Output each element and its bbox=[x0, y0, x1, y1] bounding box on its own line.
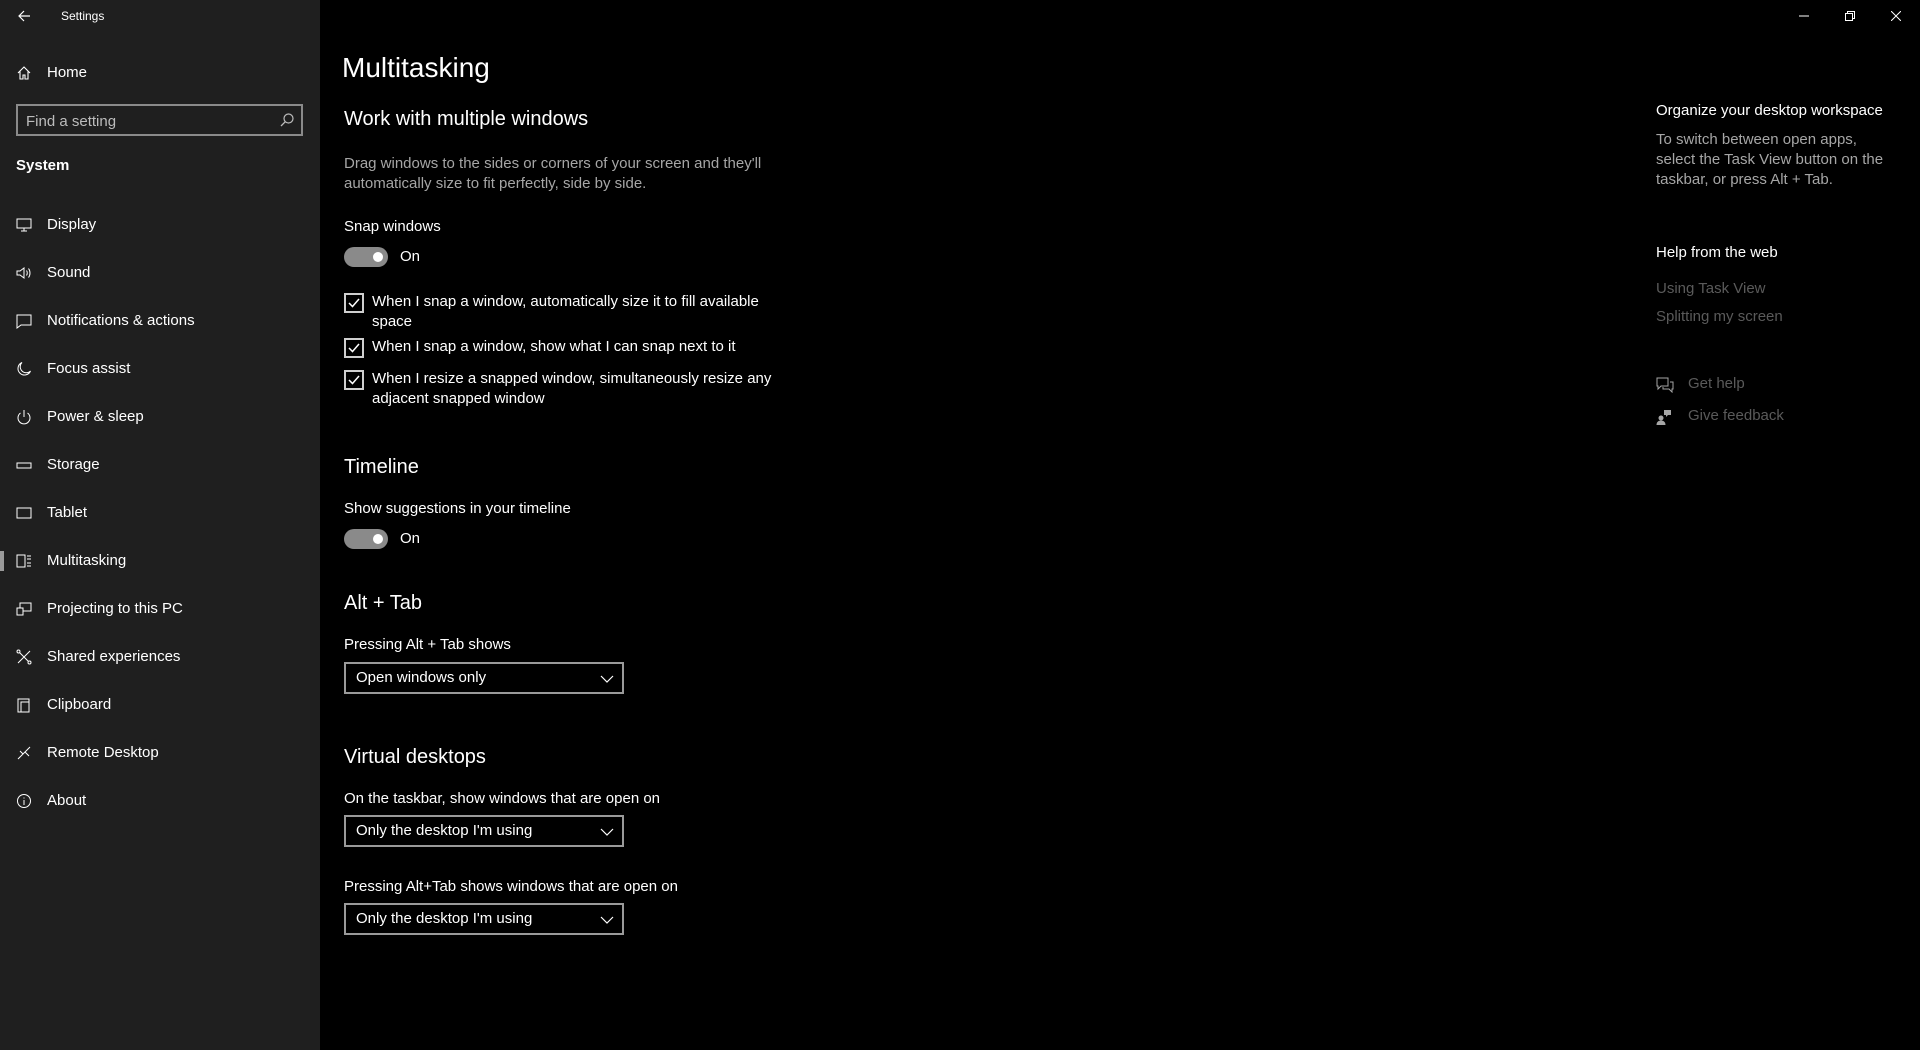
home-label: Home bbox=[47, 64, 88, 81]
sidebar-item-sound[interactable] bbox=[0, 253, 320, 293]
clipboard-icon bbox=[16, 697, 32, 713]
sidebar-item-label: Remote Desktop bbox=[47, 744, 159, 761]
display-icon bbox=[16, 217, 32, 233]
sidebar-item-display[interactable] bbox=[0, 205, 320, 245]
page-title: Multitasking bbox=[342, 52, 490, 83]
chat-help-icon bbox=[1656, 377, 1674, 393]
section-title: System bbox=[16, 157, 70, 174]
checkbox-row-resize-adjacent[interactable] bbox=[344, 369, 784, 409]
navigation-pane bbox=[0, 0, 320, 1050]
feedback-icon bbox=[1656, 409, 1672, 425]
dropdown-value: Only the desktop I'm using bbox=[356, 910, 533, 927]
help-title: Help from the web bbox=[1656, 244, 1778, 261]
link-splitting-screen[interactable]: Splitting my screen bbox=[1656, 308, 1783, 325]
chevron-down-icon bbox=[600, 672, 614, 686]
sidebar-item-clipboard[interactable] bbox=[0, 685, 320, 725]
snap-windows-toggle[interactable] bbox=[344, 247, 388, 267]
link-using-task-view[interactable]: Using Task View bbox=[1656, 280, 1766, 297]
info-icon bbox=[16, 793, 32, 809]
moon-icon bbox=[16, 361, 32, 377]
chevron-down-icon bbox=[600, 825, 614, 839]
minimize-icon bbox=[1799, 11, 1809, 21]
sidebar-item-label: Sound bbox=[47, 264, 91, 281]
selection-indicator bbox=[0, 695, 4, 715]
selection-indicator bbox=[0, 263, 4, 283]
restore-button[interactable] bbox=[1827, 0, 1873, 32]
sidebar-item-label: Focus assist bbox=[47, 360, 131, 377]
search-icon[interactable] bbox=[279, 112, 295, 128]
sidebar-item-notifications[interactable] bbox=[0, 301, 320, 341]
sidebar-item-storage[interactable] bbox=[0, 445, 320, 485]
remote-desktop-icon bbox=[16, 745, 32, 761]
notifications-icon bbox=[16, 313, 32, 329]
selection-indicator bbox=[0, 503, 4, 523]
close-button[interactable] bbox=[1873, 0, 1919, 32]
sound-icon bbox=[16, 265, 32, 281]
timeline-suggestions-label: Show suggestions in your timeline bbox=[344, 500, 571, 517]
section-heading-timeline: Timeline bbox=[344, 456, 419, 478]
checkbox-label: When I snap a window, show what I can snap next to it bbox=[372, 338, 736, 355]
search-box[interactable] bbox=[16, 104, 303, 136]
sidebar-item-label: Power & sleep bbox=[47, 408, 144, 425]
alt-tab-label: Pressing Alt + Tab shows bbox=[344, 636, 511, 653]
selection-indicator bbox=[0, 647, 4, 667]
search-input[interactable] bbox=[26, 111, 266, 131]
snap-windows-label: Snap windows bbox=[344, 218, 441, 235]
shared-icon bbox=[16, 649, 32, 665]
home-link[interactable] bbox=[0, 58, 320, 86]
sidebar-item-label: Projecting to this PC bbox=[47, 600, 183, 617]
sidebar-item-shared-experiences[interactable] bbox=[0, 637, 320, 677]
section-heading-virtual-desktops: Virtual desktops bbox=[344, 746, 486, 768]
alt-tab-windows-dropdown[interactable] bbox=[344, 903, 624, 935]
snap-windows-state: On bbox=[400, 248, 421, 265]
toggle-knob bbox=[373, 534, 383, 544]
sidebar-item-focus-assist[interactable] bbox=[0, 349, 320, 389]
sidebar-item-power-sleep[interactable] bbox=[0, 397, 320, 437]
multiple-windows-description: Drag windows to the sides or corners of your screen and they'll automatically size to fit perfectly, side by side. bbox=[344, 155, 762, 192]
storage-icon bbox=[16, 457, 32, 473]
checkmark-icon bbox=[347, 296, 361, 310]
sidebar-item-label: Clipboard bbox=[47, 696, 112, 713]
close-icon bbox=[1891, 11, 1901, 21]
section-heading-alt-tab: Alt + Tab bbox=[344, 592, 423, 614]
sidebar-item-label: Storage bbox=[47, 456, 100, 473]
power-icon bbox=[16, 409, 32, 425]
sidebar-item-label: Tablet bbox=[47, 504, 88, 521]
organize-title: Organize your desktop workspace bbox=[1656, 102, 1883, 119]
minimize-button[interactable] bbox=[1781, 0, 1827, 32]
alt-tab-dropdown[interactable] bbox=[344, 662, 624, 694]
restore-icon bbox=[1845, 11, 1855, 21]
checkbox-snap-assist[interactable] bbox=[344, 338, 364, 358]
selection-indicator bbox=[0, 311, 4, 331]
timeline-suggestions-toggle[interactable] bbox=[344, 529, 388, 549]
selection-indicator bbox=[0, 599, 4, 619]
checkmark-icon bbox=[347, 341, 361, 355]
sidebar-item-tablet[interactable] bbox=[0, 493, 320, 533]
selection-indicator bbox=[0, 743, 4, 763]
dropdown-value: Only the desktop I'm using bbox=[356, 822, 533, 839]
get-help-label: Get help bbox=[1688, 375, 1745, 392]
sidebar-item-multitasking[interactable] bbox=[0, 541, 320, 581]
sidebar-item-label: Multitasking bbox=[47, 552, 127, 569]
dropdown-value: Open windows only bbox=[356, 669, 487, 686]
checkbox-label: When I snap a window, automatically size it to fill available space bbox=[372, 293, 759, 330]
selection-indicator bbox=[0, 359, 4, 379]
checkbox-row-snap-assist[interactable] bbox=[344, 337, 784, 357]
checkbox-auto-size[interactable] bbox=[344, 293, 364, 313]
checkbox-row-auto-size[interactable] bbox=[344, 292, 784, 332]
sidebar-item-projecting[interactable] bbox=[0, 589, 320, 629]
checkbox-label: When I resize a snapped window, simultaneously resize any adjacent snapped window bbox=[372, 370, 772, 407]
sidebar-item-remote-desktop[interactable] bbox=[0, 733, 320, 773]
give-feedback-label: Give feedback bbox=[1688, 407, 1784, 424]
selection-indicator bbox=[0, 791, 4, 811]
sidebar-item-label: About bbox=[47, 792, 87, 809]
multitasking-icon bbox=[16, 553, 32, 569]
sidebar-item-label: Display bbox=[47, 216, 97, 233]
sidebar-item-label: Notifications & actions bbox=[47, 312, 195, 329]
organize-text: To switch between open apps, select the Task View button on the taskbar, or press Alt + Tab. bbox=[1656, 131, 1884, 188]
selection-indicator bbox=[0, 455, 4, 475]
sidebar-item-label: Shared experiences bbox=[47, 648, 181, 665]
home-icon bbox=[16, 65, 32, 81]
taskbar-windows-label: On the taskbar, show windows that are open on bbox=[344, 790, 661, 807]
checkbox-resize-adjacent[interactable] bbox=[344, 370, 364, 390]
back-button[interactable] bbox=[12, 4, 36, 28]
timeline-suggestions-state: On bbox=[400, 530, 421, 547]
app-title: Settings bbox=[61, 9, 105, 23]
alt-tab-windows-label: Pressing Alt+Tab shows windows that are open on bbox=[344, 878, 678, 895]
taskbar-windows-dropdown[interactable] bbox=[344, 815, 624, 847]
tablet-icon bbox=[16, 505, 32, 521]
projecting-icon bbox=[16, 601, 32, 617]
chevron-down-icon bbox=[600, 913, 614, 927]
selection-indicator bbox=[0, 551, 4, 571]
toggle-knob bbox=[373, 252, 383, 262]
sidebar-item-about[interactable] bbox=[0, 781, 320, 821]
selection-indicator bbox=[0, 215, 4, 235]
checkmark-icon bbox=[347, 373, 361, 387]
section-heading-multiple-windows: Work with multiple windows bbox=[344, 108, 589, 130]
back-arrow-icon bbox=[17, 9, 31, 23]
selection-indicator bbox=[0, 407, 4, 427]
